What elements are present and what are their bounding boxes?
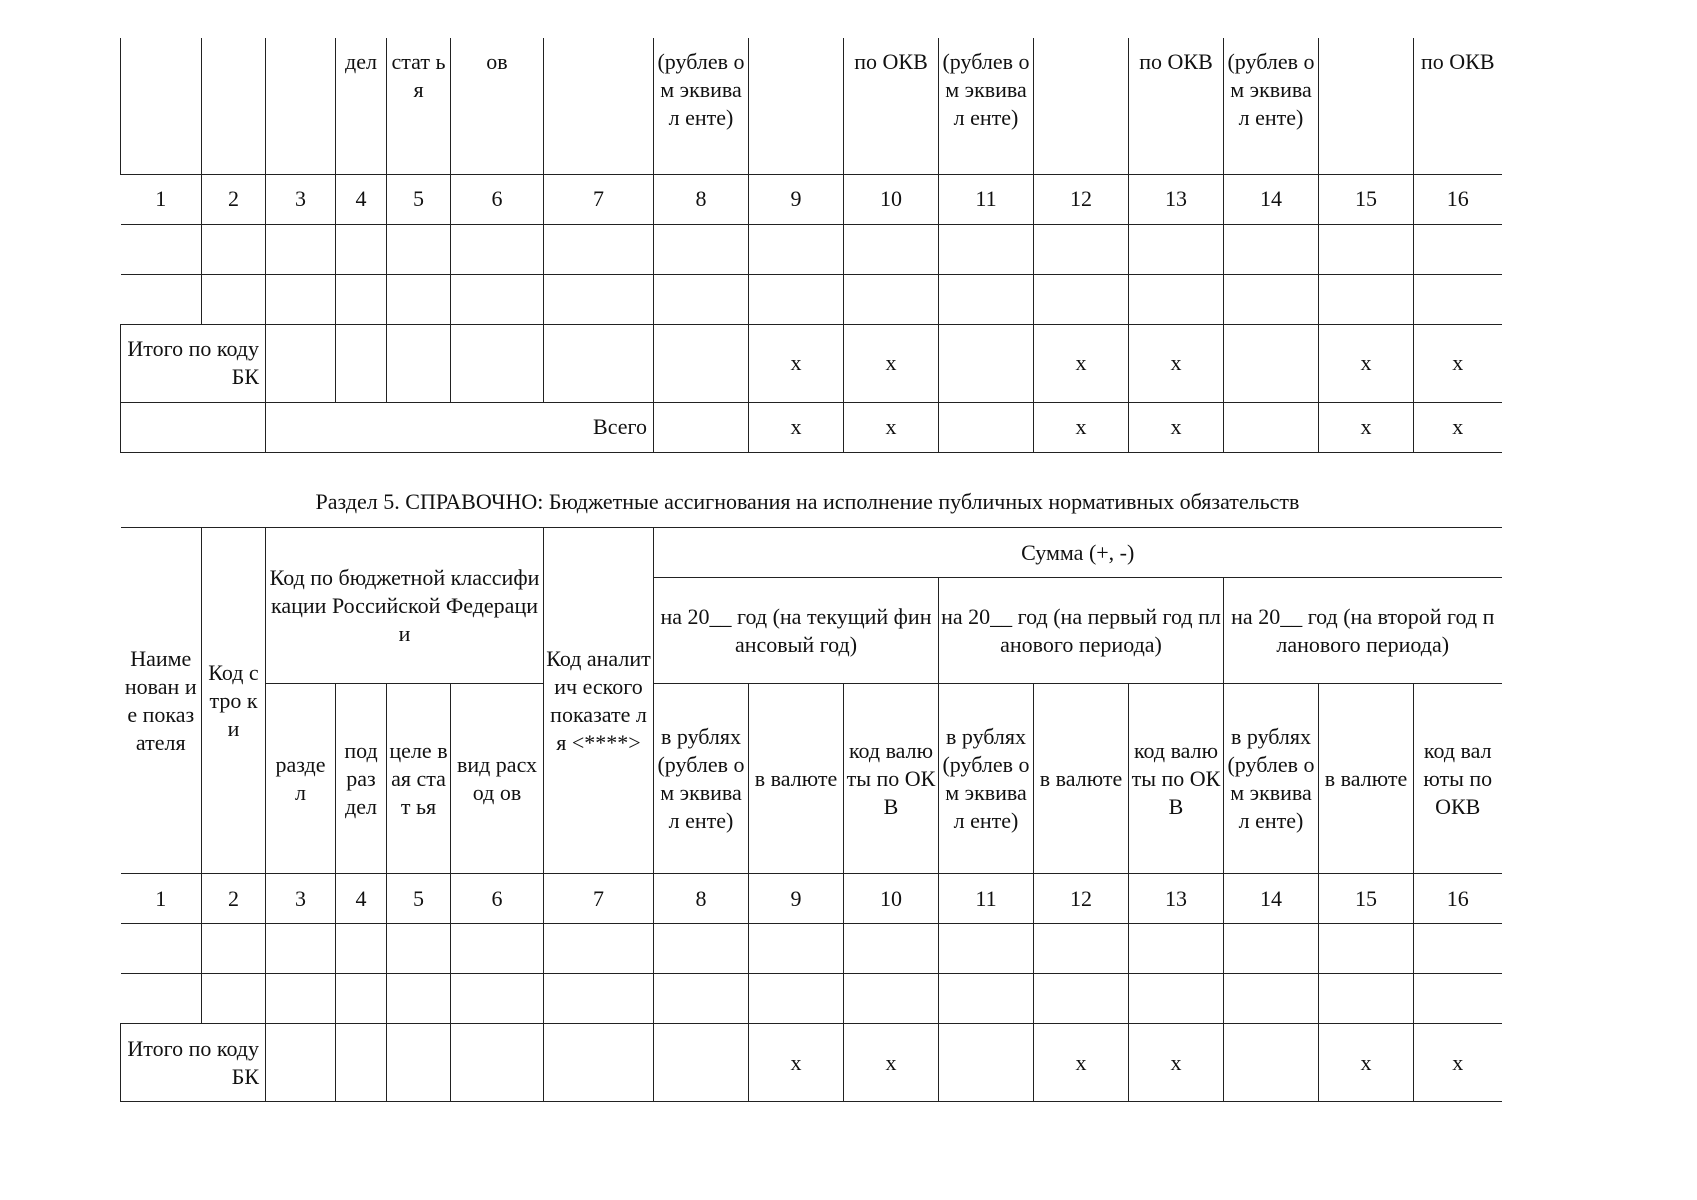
table-cell[interactable] bbox=[1224, 924, 1319, 974]
table-cell[interactable] bbox=[939, 224, 1034, 274]
header-bk-code: Код по бюджетной классификации Российской Федерации bbox=[266, 528, 544, 684]
header-cell bbox=[266, 38, 336, 174]
table-cell[interactable] bbox=[1224, 1024, 1319, 1102]
table-cell[interactable] bbox=[544, 924, 654, 974]
header-year-second: на 20__ год (на второй год планового периода) bbox=[1224, 578, 1502, 684]
column-number: 9 bbox=[749, 174, 844, 224]
x-mark: x bbox=[1319, 1024, 1414, 1102]
table-cell[interactable] bbox=[1034, 274, 1129, 324]
table-cell[interactable] bbox=[939, 324, 1034, 402]
header-cell: дел bbox=[336, 38, 387, 174]
column-number: 11 bbox=[939, 174, 1034, 224]
header-cell bbox=[202, 38, 266, 174]
table-cell[interactable] bbox=[451, 974, 544, 1024]
column-number: 16 bbox=[1414, 874, 1502, 924]
table-cell[interactable] bbox=[336, 1024, 387, 1102]
x-mark: x bbox=[844, 1024, 939, 1102]
table-cell[interactable] bbox=[1034, 924, 1129, 974]
table-cell[interactable] bbox=[387, 1024, 451, 1102]
table-row bbox=[121, 274, 1502, 324]
header-name: Наиме нован ие показ ателя bbox=[121, 528, 202, 874]
table-cell[interactable] bbox=[387, 224, 451, 274]
column-number: 4 bbox=[336, 874, 387, 924]
header-currency: в валюте bbox=[1034, 684, 1129, 874]
column-number: 13 bbox=[1129, 874, 1224, 924]
header-sum: Сумма (+, -) bbox=[654, 528, 1502, 578]
header-currency: в валюте bbox=[1319, 684, 1414, 874]
x-mark: x bbox=[1129, 402, 1224, 452]
table-cell[interactable] bbox=[1319, 974, 1414, 1024]
header-year-current: на 20__ год (на текущий финансовый год) bbox=[654, 578, 939, 684]
table-cell[interactable] bbox=[451, 274, 544, 324]
table-cell[interactable] bbox=[844, 924, 939, 974]
header-cell: по ОКВ bbox=[844, 38, 939, 174]
table-cell[interactable] bbox=[939, 1024, 1034, 1102]
table-cell[interactable] bbox=[1034, 224, 1129, 274]
table-cell[interactable] bbox=[451, 224, 544, 274]
table-cell[interactable] bbox=[202, 924, 266, 974]
section5-table bbox=[120, 527, 1502, 1102]
table-cell[interactable] bbox=[544, 974, 654, 1024]
table-cell[interactable] bbox=[654, 974, 749, 1024]
header-cell: (рублев ом эквивал енте) bbox=[654, 38, 749, 174]
header-currency: в валюте bbox=[749, 684, 844, 874]
table-cell[interactable] bbox=[451, 324, 544, 402]
header-podrazdel: под раз дел bbox=[336, 684, 387, 874]
x-mark: x bbox=[1414, 324, 1502, 402]
x-mark: x bbox=[844, 402, 939, 452]
total-label: Итого по коду БК bbox=[121, 1024, 266, 1102]
table-row bbox=[121, 924, 1502, 974]
x-mark: x bbox=[1034, 324, 1129, 402]
table-cell[interactable] bbox=[266, 324, 336, 402]
table-cell[interactable] bbox=[1319, 224, 1414, 274]
table-cell[interactable] bbox=[336, 324, 387, 402]
table-cell[interactable] bbox=[654, 274, 749, 324]
table-cell[interactable] bbox=[1224, 324, 1319, 402]
column-number: 10 bbox=[844, 174, 939, 224]
grand-total-label: Всего bbox=[266, 402, 654, 452]
table-cell[interactable] bbox=[844, 274, 939, 324]
header-cell bbox=[1034, 38, 1129, 174]
total-row bbox=[121, 324, 1502, 402]
column-number: 16 bbox=[1414, 174, 1502, 224]
x-mark: x bbox=[749, 402, 844, 452]
column-number: 1 bbox=[121, 874, 202, 924]
table-cell[interactable] bbox=[266, 274, 336, 324]
header-fragment-row bbox=[121, 38, 1502, 174]
table-cell[interactable] bbox=[121, 224, 202, 274]
table-cell[interactable] bbox=[1224, 974, 1319, 1024]
header-cell bbox=[544, 38, 654, 174]
column-number: 6 bbox=[451, 174, 544, 224]
table-cell[interactable] bbox=[1414, 974, 1502, 1024]
table-cell[interactable] bbox=[202, 974, 266, 1024]
column-number: 14 bbox=[1224, 174, 1319, 224]
column-number: 5 bbox=[387, 174, 451, 224]
x-mark: x bbox=[1034, 402, 1129, 452]
table-cell[interactable] bbox=[1319, 274, 1414, 324]
table-cell[interactable] bbox=[749, 924, 844, 974]
table-cell[interactable] bbox=[654, 224, 749, 274]
table-cell[interactable] bbox=[266, 1024, 336, 1102]
table-cell[interactable] bbox=[654, 924, 749, 974]
column-number: 2 bbox=[202, 174, 266, 224]
table-cell[interactable] bbox=[336, 224, 387, 274]
x-mark: x bbox=[1414, 402, 1502, 452]
header-analytic-code: Код аналитич еского показате ля <****> bbox=[544, 528, 654, 874]
table-cell[interactable] bbox=[1034, 974, 1129, 1024]
header-cell: (рублев ом эквивал енте) bbox=[939, 38, 1034, 174]
table-cell[interactable] bbox=[1129, 974, 1224, 1024]
column-number: 7 bbox=[544, 174, 654, 224]
table-cell[interactable] bbox=[1224, 274, 1319, 324]
table-cell[interactable] bbox=[387, 924, 451, 974]
table-cell[interactable] bbox=[544, 274, 654, 324]
table-row bbox=[121, 974, 1502, 1024]
column-number: 1 bbox=[121, 174, 202, 224]
header-cell: по ОКВ bbox=[1129, 38, 1224, 174]
header-cell: (рублев ом эквивал енте) bbox=[1224, 38, 1319, 174]
column-number: 5 bbox=[387, 874, 451, 924]
header-row-3 bbox=[121, 684, 1502, 874]
table-cell[interactable] bbox=[749, 974, 844, 1024]
header-rub: в рублях (рублев ом эквивал енте) bbox=[654, 684, 749, 874]
column-number: 6 bbox=[451, 874, 544, 924]
column-number: 15 bbox=[1319, 874, 1414, 924]
table-cell[interactable] bbox=[749, 224, 844, 274]
table-cell[interactable] bbox=[544, 224, 654, 274]
header-cell bbox=[1319, 38, 1414, 174]
column-number-row bbox=[121, 174, 1502, 224]
table-cell[interactable] bbox=[387, 274, 451, 324]
table-cell[interactable] bbox=[654, 1024, 749, 1102]
table-cell[interactable] bbox=[544, 1024, 654, 1102]
header-okv: код валюты по ОКВ bbox=[1414, 684, 1502, 874]
table-cell[interactable] bbox=[1224, 224, 1319, 274]
header-rub: в рублях (рублев ом эквивал енте) bbox=[939, 684, 1034, 874]
table-cell[interactable] bbox=[939, 924, 1034, 974]
header-target: целе вая стат ья bbox=[387, 684, 451, 874]
column-number: 13 bbox=[1129, 174, 1224, 224]
column-number: 2 bbox=[202, 874, 266, 924]
column-number: 15 bbox=[1319, 174, 1414, 224]
table-cell[interactable] bbox=[544, 324, 654, 402]
column-number: 12 bbox=[1034, 174, 1129, 224]
header-row-1 bbox=[121, 528, 1502, 578]
table-cell[interactable] bbox=[266, 224, 336, 274]
table-cell[interactable] bbox=[844, 974, 939, 1024]
table-cell[interactable] bbox=[451, 924, 544, 974]
table-cell[interactable] bbox=[1129, 274, 1224, 324]
table-cell[interactable] bbox=[1129, 224, 1224, 274]
total-label: Итого по коду БК bbox=[121, 324, 266, 402]
header-cell: ов bbox=[451, 38, 544, 174]
table-cell[interactable] bbox=[121, 924, 202, 974]
header-okv: код валюты по ОКВ bbox=[844, 684, 939, 874]
column-number: 9 bbox=[749, 874, 844, 924]
table-cell[interactable] bbox=[387, 324, 451, 402]
header-cell: стат ья bbox=[387, 38, 451, 174]
x-mark: x bbox=[1129, 324, 1224, 402]
header-year-first: на 20__ год (на первый год планового периода) bbox=[939, 578, 1224, 684]
table-cell[interactable] bbox=[336, 924, 387, 974]
column-number-row bbox=[121, 874, 1502, 924]
table-cell[interactable] bbox=[1224, 402, 1319, 452]
table-cell[interactable] bbox=[266, 924, 336, 974]
column-number: 10 bbox=[844, 874, 939, 924]
table-cell[interactable] bbox=[1414, 274, 1502, 324]
header-expense-type: вид расход ов bbox=[451, 684, 544, 874]
continuation-table bbox=[120, 38, 1502, 453]
header-razdel: разде л bbox=[266, 684, 336, 874]
header-cell: по ОКВ bbox=[1414, 38, 1502, 174]
table-cell[interactable] bbox=[939, 402, 1034, 452]
table-cell[interactable] bbox=[121, 974, 202, 1024]
column-number: 11 bbox=[939, 874, 1034, 924]
table-cell[interactable] bbox=[939, 974, 1034, 1024]
column-number: 8 bbox=[654, 874, 749, 924]
column-number: 4 bbox=[336, 174, 387, 224]
column-number: 7 bbox=[544, 874, 654, 924]
column-number: 8 bbox=[654, 174, 749, 224]
header-cell bbox=[121, 38, 202, 174]
table-cell[interactable] bbox=[121, 274, 202, 324]
table-cell[interactable] bbox=[336, 274, 387, 324]
header-okv: код валюты по ОКВ bbox=[1129, 684, 1224, 874]
table-cell[interactable] bbox=[202, 224, 266, 274]
table-cell[interactable] bbox=[654, 324, 749, 402]
table-cell[interactable] bbox=[654, 402, 749, 452]
table-cell[interactable] bbox=[266, 974, 336, 1024]
table-cell[interactable] bbox=[844, 224, 939, 274]
x-mark: x bbox=[749, 1024, 844, 1102]
x-mark: x bbox=[749, 324, 844, 402]
x-mark: x bbox=[1414, 1024, 1502, 1102]
table-cell[interactable] bbox=[451, 1024, 544, 1102]
header-cell bbox=[749, 38, 844, 174]
table-cell[interactable] bbox=[1414, 224, 1502, 274]
table-cell[interactable] bbox=[202, 274, 266, 324]
section-title: Раздел 5. СПРАВОЧНО: Бюджетные ассигнования на исполнение публичных нормативных обязательств bbox=[315, 489, 1300, 514]
table-cell[interactable] bbox=[336, 974, 387, 1024]
table-cell[interactable] bbox=[939, 274, 1034, 324]
x-mark: x bbox=[1319, 402, 1414, 452]
x-mark: x bbox=[844, 324, 939, 402]
column-number: 14 bbox=[1224, 874, 1319, 924]
column-number: 12 bbox=[1034, 874, 1129, 924]
total-row bbox=[121, 1024, 1502, 1102]
header-row-code: Код стро ки bbox=[202, 528, 266, 874]
table-cell[interactable] bbox=[1319, 924, 1414, 974]
x-mark: x bbox=[1034, 1024, 1129, 1102]
x-mark: x bbox=[1129, 1024, 1224, 1102]
x-mark: x bbox=[1319, 324, 1414, 402]
grand-total-row bbox=[121, 402, 1502, 452]
table-cell[interactable] bbox=[1129, 924, 1224, 974]
table-row bbox=[121, 224, 1502, 274]
column-number: 3 bbox=[266, 174, 336, 224]
table-cell[interactable] bbox=[749, 274, 844, 324]
header-rub: в рублях (рублев ом эквивал енте) bbox=[1224, 684, 1319, 874]
table-cell[interactable] bbox=[387, 974, 451, 1024]
column-number: 3 bbox=[266, 874, 336, 924]
table-cell[interactable] bbox=[121, 402, 266, 452]
table-cell[interactable] bbox=[1414, 924, 1502, 974]
